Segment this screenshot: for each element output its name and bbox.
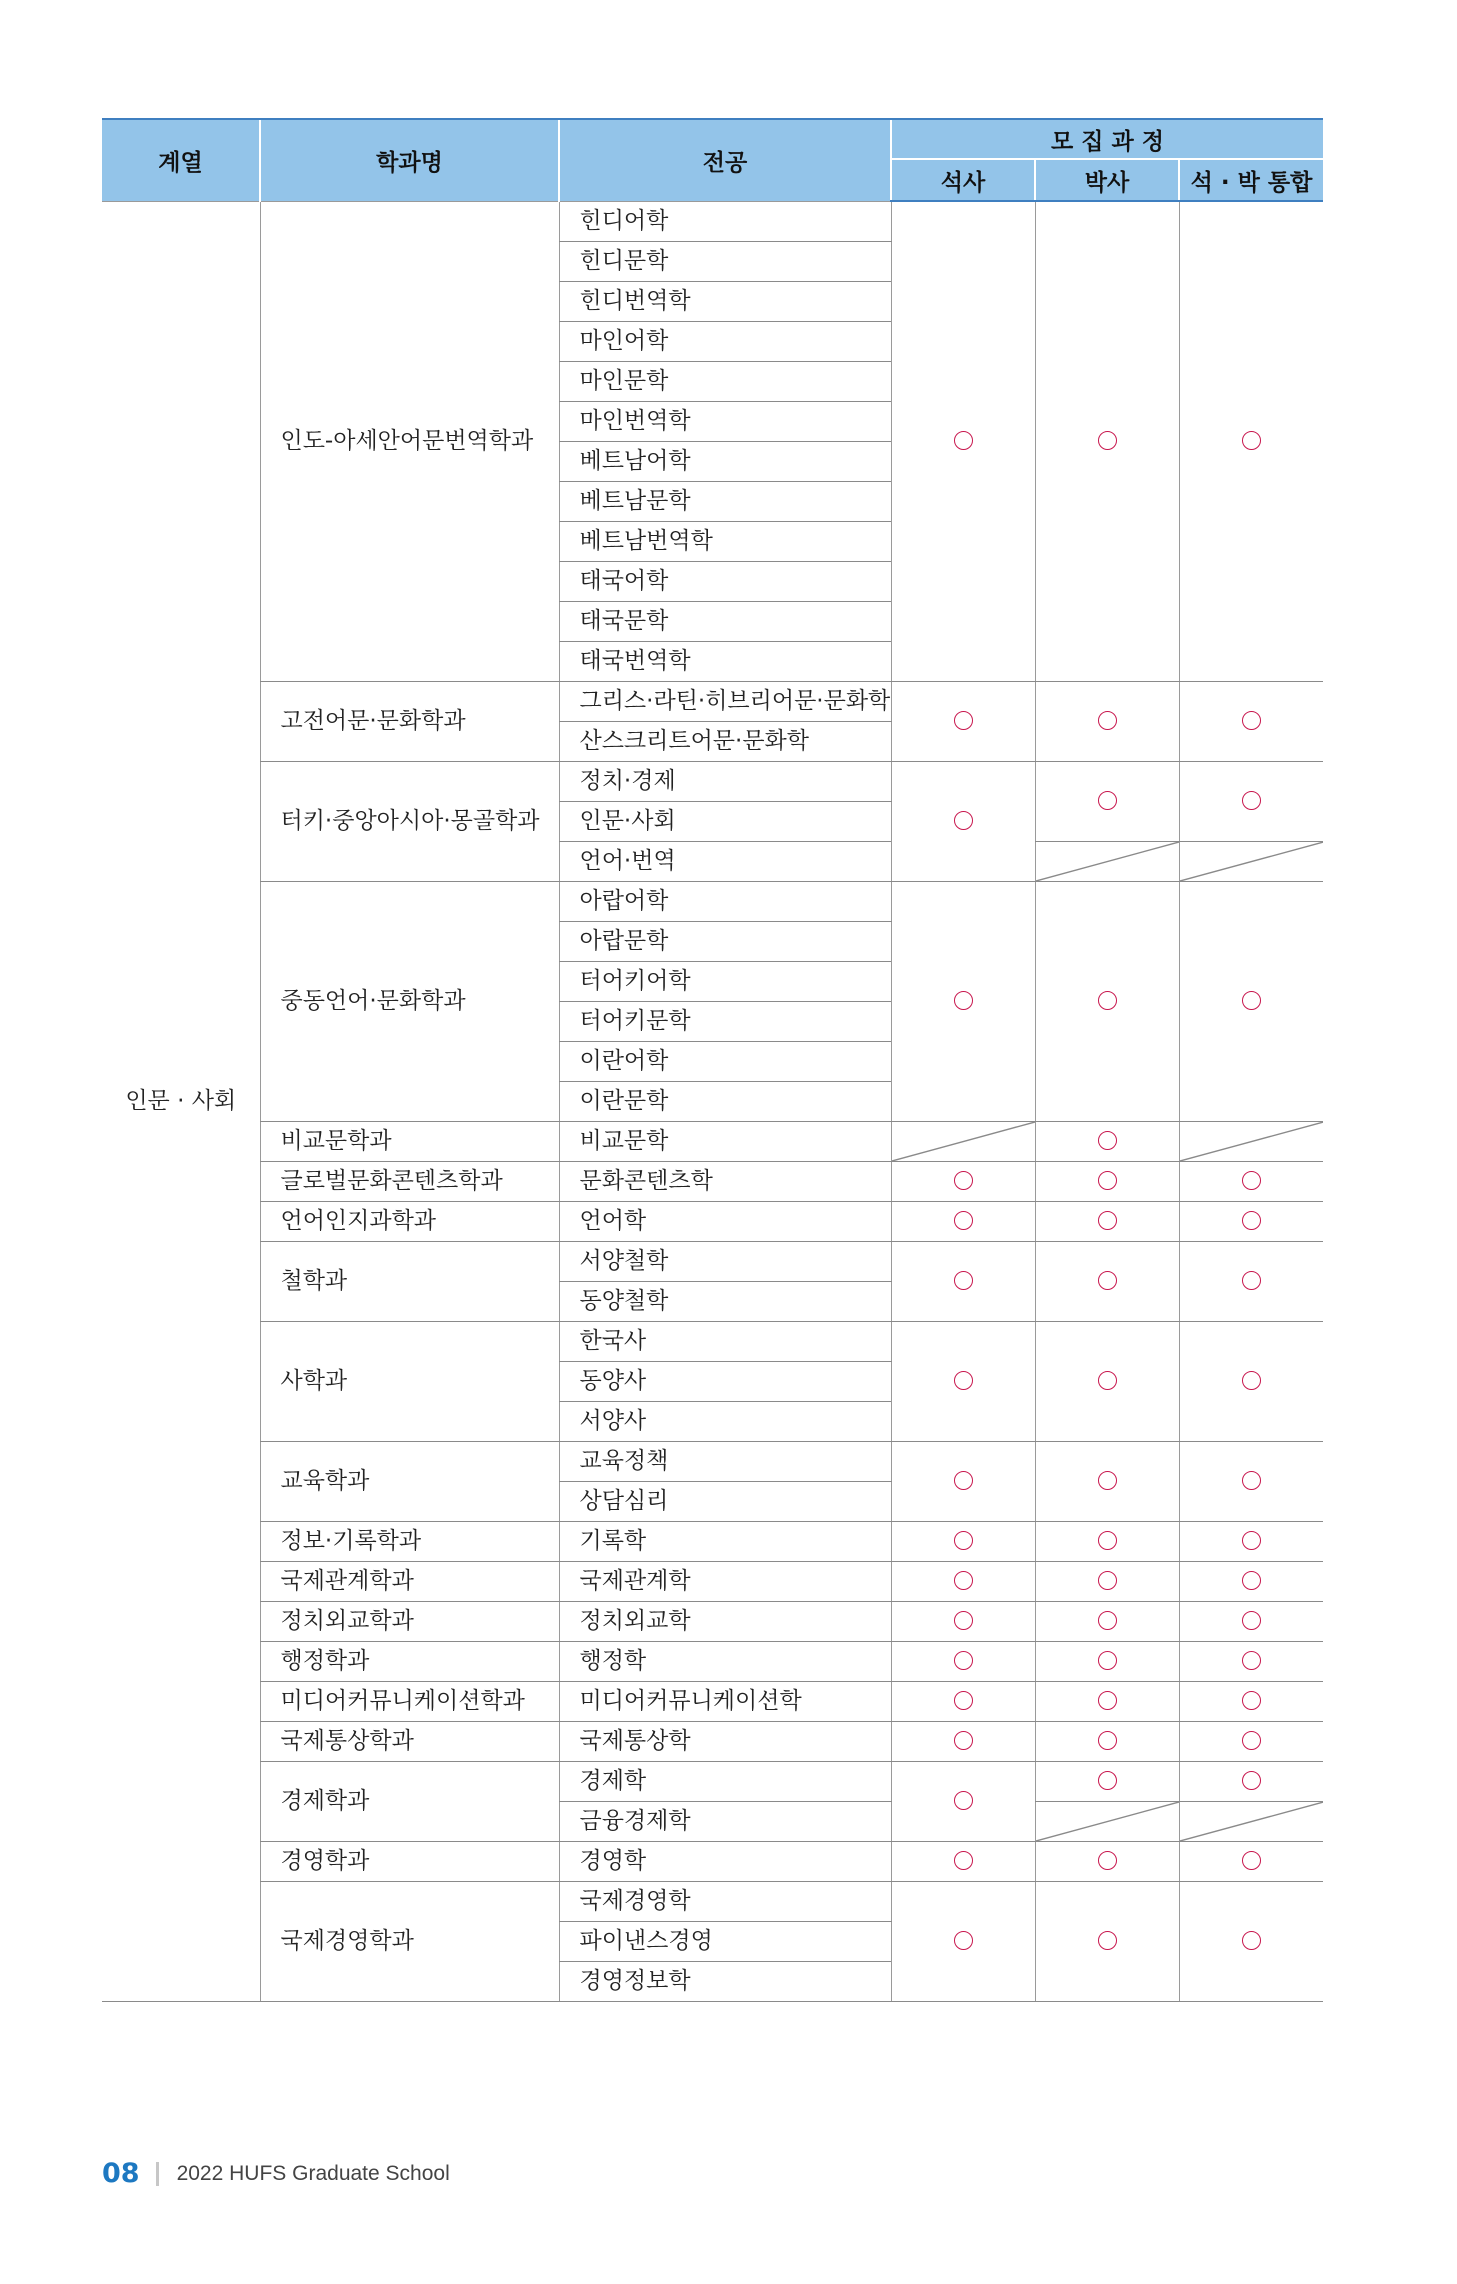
department-cell: 경영학과 bbox=[260, 1841, 559, 1881]
department-cell: 국제경영학과 bbox=[260, 1881, 559, 2001]
doctor-mark-cell bbox=[1035, 1881, 1179, 2001]
available-circle-mark bbox=[1098, 1471, 1117, 1490]
integrated-mark-cell bbox=[1179, 1801, 1323, 1841]
table-row bbox=[102, 1241, 1323, 1281]
available-circle-mark bbox=[1098, 1211, 1117, 1230]
integrated-mark-cell bbox=[1179, 681, 1323, 761]
available-circle-mark bbox=[954, 1271, 973, 1290]
department-cell: 국제관계학과 bbox=[260, 1561, 559, 1601]
major-cell: 인문·사회 bbox=[559, 801, 891, 841]
available-circle-mark bbox=[1098, 1691, 1117, 1710]
major-cell: 동양철학 bbox=[559, 1281, 891, 1321]
major-cell: 행정학 bbox=[559, 1641, 891, 1681]
department-cell: 미디어커뮤니케이션학과 bbox=[260, 1681, 559, 1721]
available-circle-mark bbox=[1098, 791, 1117, 810]
doctor-mark-cell bbox=[1035, 201, 1179, 681]
footer-divider bbox=[156, 2162, 159, 2186]
department-cell: 사학과 bbox=[260, 1321, 559, 1441]
major-cell: 아랍어학 bbox=[559, 881, 891, 921]
major-cell: 언어학 bbox=[559, 1201, 891, 1241]
doctor-mark-cell bbox=[1035, 1601, 1179, 1641]
major-cell: 국제통상학 bbox=[559, 1721, 891, 1761]
table-row bbox=[102, 201, 1323, 241]
table-row bbox=[102, 1321, 1323, 1361]
doctor-mark-cell bbox=[1035, 1201, 1179, 1241]
available-circle-mark bbox=[1242, 1851, 1261, 1870]
integrated-mark-cell bbox=[1179, 761, 1323, 841]
not-available-slash bbox=[892, 1122, 1035, 1161]
available-circle-mark bbox=[1242, 1211, 1261, 1230]
not-available-slash bbox=[1180, 1802, 1324, 1841]
department-cell: 비교문학과 bbox=[260, 1121, 559, 1161]
available-circle-mark bbox=[1098, 1611, 1117, 1630]
doctor-mark-cell bbox=[1035, 1241, 1179, 1321]
major-cell: 터어키어학 bbox=[559, 961, 891, 1001]
available-circle-mark bbox=[1242, 431, 1261, 450]
major-cell: 태국번역학 bbox=[559, 641, 891, 681]
major-cell: 언어·번역 bbox=[559, 841, 891, 881]
table-row bbox=[102, 1161, 1323, 1201]
major-cell: 마인번역학 bbox=[559, 401, 891, 441]
program-table bbox=[102, 118, 1323, 2002]
not-available-slash bbox=[1036, 1802, 1179, 1841]
table-row bbox=[102, 1121, 1323, 1161]
available-circle-mark bbox=[1242, 1691, 1261, 1710]
available-circle-mark bbox=[954, 1531, 973, 1550]
available-circle-mark bbox=[954, 1471, 973, 1490]
available-circle-mark bbox=[1242, 1771, 1261, 1790]
department-cell: 철학과 bbox=[260, 1241, 559, 1321]
available-circle-mark bbox=[1098, 1371, 1117, 1390]
department-cell: 고전어문·문화학과 bbox=[260, 681, 559, 761]
table-row bbox=[102, 681, 1323, 721]
department-cell: 글로벌문화콘텐츠학과 bbox=[260, 1161, 559, 1201]
major-cell: 서양철학 bbox=[559, 1241, 891, 1281]
header-department: 학과명 bbox=[260, 119, 559, 201]
available-circle-mark bbox=[954, 1611, 973, 1630]
available-circle-mark bbox=[1098, 431, 1117, 450]
available-circle-mark bbox=[1242, 1931, 1261, 1950]
available-circle-mark bbox=[954, 1651, 973, 1670]
major-cell: 태국문학 bbox=[559, 601, 891, 641]
master-mark-cell bbox=[891, 1681, 1035, 1721]
doctor-mark-cell bbox=[1035, 1841, 1179, 1881]
department-cell: 인도-아세안어문번역학과 bbox=[260, 201, 559, 681]
master-mark-cell bbox=[891, 681, 1035, 761]
integrated-mark-cell bbox=[1179, 1241, 1323, 1321]
available-circle-mark bbox=[1098, 1651, 1117, 1670]
major-cell: 경영정보학 bbox=[559, 1961, 891, 2001]
integrated-mark-cell bbox=[1179, 841, 1323, 881]
available-circle-mark bbox=[954, 431, 973, 450]
department-cell: 행정학과 bbox=[260, 1641, 559, 1681]
table-row bbox=[102, 1881, 1323, 1921]
doctor-mark-cell bbox=[1035, 841, 1179, 881]
header-programs: 모 집 과 정 bbox=[891, 119, 1323, 159]
available-circle-mark bbox=[1242, 1471, 1261, 1490]
master-mark-cell bbox=[891, 1761, 1035, 1841]
available-circle-mark bbox=[1242, 1651, 1261, 1670]
major-cell: 미디어커뮤니케이션학 bbox=[559, 1681, 891, 1721]
major-cell: 교육정책 bbox=[559, 1441, 891, 1481]
integrated-mark-cell bbox=[1179, 1121, 1323, 1161]
department-cell: 정보·기록학과 bbox=[260, 1521, 559, 1561]
table-row bbox=[102, 1441, 1323, 1481]
master-mark-cell bbox=[891, 1881, 1035, 2001]
table-row bbox=[102, 1681, 1323, 1721]
major-cell: 경영학 bbox=[559, 1841, 891, 1881]
available-circle-mark bbox=[954, 1571, 973, 1590]
not-available-slash bbox=[1036, 842, 1179, 881]
major-cell: 한국사 bbox=[559, 1321, 891, 1361]
integrated-mark-cell bbox=[1179, 1681, 1323, 1721]
integrated-mark-cell bbox=[1179, 1441, 1323, 1521]
available-circle-mark bbox=[1242, 711, 1261, 730]
available-circle-mark bbox=[954, 1731, 973, 1750]
available-circle-mark bbox=[954, 1791, 973, 1810]
available-circle-mark bbox=[1242, 1731, 1261, 1750]
major-cell: 베트남문학 bbox=[559, 481, 891, 521]
header-category: 계열 bbox=[102, 119, 260, 201]
header-integrated: 석 · 박 통합 bbox=[1179, 159, 1323, 201]
doctor-mark-cell bbox=[1035, 1801, 1179, 1841]
major-cell: 태국어학 bbox=[559, 561, 891, 601]
doctor-mark-cell bbox=[1035, 1161, 1179, 1201]
doctor-mark-cell bbox=[1035, 1681, 1179, 1721]
major-cell: 이란어학 bbox=[559, 1041, 891, 1081]
available-circle-mark bbox=[954, 1691, 973, 1710]
major-cell: 국제경영학 bbox=[559, 1881, 891, 1921]
available-circle-mark bbox=[1098, 1531, 1117, 1550]
available-circle-mark bbox=[1242, 1271, 1261, 1290]
available-circle-mark bbox=[954, 811, 973, 830]
major-cell: 서양사 bbox=[559, 1401, 891, 1441]
category-cell: 인문 · 사회 bbox=[102, 201, 260, 2001]
integrated-mark-cell bbox=[1179, 1881, 1323, 2001]
master-mark-cell bbox=[891, 1841, 1035, 1881]
page-number: 08 bbox=[102, 2158, 140, 2189]
department-cell: 교육학과 bbox=[260, 1441, 559, 1521]
table-row bbox=[102, 1561, 1323, 1601]
department-cell: 언어인지과학과 bbox=[260, 1201, 559, 1241]
master-mark-cell bbox=[891, 761, 1035, 881]
department-cell: 중동언어·문화학과 bbox=[260, 881, 559, 1121]
master-mark-cell bbox=[891, 881, 1035, 1121]
footer-title: 2022 HUFS Graduate School bbox=[176, 2161, 450, 2185]
integrated-mark-cell bbox=[1179, 1321, 1323, 1441]
master-mark-cell bbox=[891, 201, 1035, 681]
available-circle-mark bbox=[954, 991, 973, 1010]
page-footer bbox=[102, 2158, 450, 2189]
table-row bbox=[102, 1641, 1323, 1681]
doctor-mark-cell bbox=[1035, 881, 1179, 1121]
not-available-slash bbox=[1180, 1122, 1324, 1161]
available-circle-mark bbox=[954, 1171, 973, 1190]
available-circle-mark bbox=[1242, 1531, 1261, 1550]
available-circle-mark bbox=[1098, 1271, 1117, 1290]
major-cell: 힌디문학 bbox=[559, 241, 891, 281]
major-cell: 마인문학 bbox=[559, 361, 891, 401]
master-mark-cell bbox=[891, 1641, 1035, 1681]
doctor-mark-cell bbox=[1035, 1761, 1179, 1801]
doctor-mark-cell bbox=[1035, 1721, 1179, 1761]
major-cell: 정치외교학 bbox=[559, 1601, 891, 1641]
integrated-mark-cell bbox=[1179, 1201, 1323, 1241]
major-cell: 정치·경제 bbox=[559, 761, 891, 801]
table-row bbox=[102, 1601, 1323, 1641]
major-cell: 그리스·라틴·히브리어문·문화학 bbox=[559, 681, 891, 721]
header-major: 전공 bbox=[559, 119, 891, 201]
integrated-mark-cell bbox=[1179, 1841, 1323, 1881]
doctor-mark-cell bbox=[1035, 761, 1179, 841]
integrated-mark-cell bbox=[1179, 1161, 1323, 1201]
available-circle-mark bbox=[1242, 1171, 1261, 1190]
major-cell: 기록학 bbox=[559, 1521, 891, 1561]
master-mark-cell bbox=[891, 1241, 1035, 1321]
table-row bbox=[102, 1721, 1323, 1761]
major-cell: 문화콘텐츠학 bbox=[559, 1161, 891, 1201]
major-cell: 이란문학 bbox=[559, 1081, 891, 1121]
available-circle-mark bbox=[1098, 1571, 1117, 1590]
available-circle-mark bbox=[1098, 1931, 1117, 1950]
master-mark-cell bbox=[891, 1161, 1035, 1201]
table-row bbox=[102, 761, 1323, 801]
header-master: 석사 bbox=[891, 159, 1035, 201]
integrated-mark-cell bbox=[1179, 1561, 1323, 1601]
integrated-mark-cell bbox=[1179, 1641, 1323, 1681]
master-mark-cell bbox=[891, 1441, 1035, 1521]
major-cell: 비교문학 bbox=[559, 1121, 891, 1161]
table-row bbox=[102, 1521, 1323, 1561]
doctor-mark-cell bbox=[1035, 681, 1179, 761]
available-circle-mark bbox=[1098, 1771, 1117, 1790]
department-cell: 터키·중앙아시아·몽골학과 bbox=[260, 761, 559, 881]
table-row bbox=[102, 1761, 1323, 1801]
major-cell: 금융경제학 bbox=[559, 1801, 891, 1841]
available-circle-mark bbox=[1242, 1611, 1261, 1630]
available-circle-mark bbox=[954, 711, 973, 730]
integrated-mark-cell bbox=[1179, 1761, 1323, 1801]
doctor-mark-cell bbox=[1035, 1321, 1179, 1441]
available-circle-mark bbox=[1098, 711, 1117, 730]
doctor-mark-cell bbox=[1035, 1441, 1179, 1521]
available-circle-mark bbox=[1098, 1131, 1117, 1150]
doctor-mark-cell bbox=[1035, 1521, 1179, 1561]
major-cell: 동양사 bbox=[559, 1361, 891, 1401]
integrated-mark-cell bbox=[1179, 1721, 1323, 1761]
available-circle-mark bbox=[1242, 791, 1261, 810]
doctor-mark-cell bbox=[1035, 1121, 1179, 1161]
master-mark-cell bbox=[891, 1521, 1035, 1561]
master-mark-cell bbox=[891, 1121, 1035, 1161]
major-cell: 산스크리트어문·문화학 bbox=[559, 721, 891, 761]
department-cell: 경제학과 bbox=[260, 1761, 559, 1841]
master-mark-cell bbox=[891, 1201, 1035, 1241]
doctor-mark-cell bbox=[1035, 1641, 1179, 1681]
table-row bbox=[102, 881, 1323, 921]
header-doctor: 박사 bbox=[1035, 159, 1179, 201]
available-circle-mark bbox=[1098, 1731, 1117, 1750]
major-cell: 베트남번역학 bbox=[559, 521, 891, 561]
major-cell: 베트남어학 bbox=[559, 441, 891, 481]
master-mark-cell bbox=[891, 1601, 1035, 1641]
master-mark-cell bbox=[891, 1561, 1035, 1601]
department-cell: 정치외교학과 bbox=[260, 1601, 559, 1641]
major-cell: 국제관계학 bbox=[559, 1561, 891, 1601]
available-circle-mark bbox=[954, 1211, 973, 1230]
available-circle-mark bbox=[954, 1931, 973, 1950]
master-mark-cell bbox=[891, 1321, 1035, 1441]
major-cell: 터어키문학 bbox=[559, 1001, 891, 1041]
integrated-mark-cell bbox=[1179, 201, 1323, 681]
integrated-mark-cell bbox=[1179, 1601, 1323, 1641]
major-cell: 파이낸스경영 bbox=[559, 1921, 891, 1961]
department-cell: 국제통상학과 bbox=[260, 1721, 559, 1761]
available-circle-mark bbox=[954, 1851, 973, 1870]
integrated-mark-cell bbox=[1179, 881, 1323, 1121]
doctor-mark-cell bbox=[1035, 1561, 1179, 1601]
available-circle-mark bbox=[1242, 1371, 1261, 1390]
table-row bbox=[102, 1841, 1323, 1881]
table-row bbox=[102, 1201, 1323, 1241]
integrated-mark-cell bbox=[1179, 1521, 1323, 1561]
available-circle-mark bbox=[1098, 1851, 1117, 1870]
major-cell: 상담심리 bbox=[559, 1481, 891, 1521]
major-cell: 경제학 bbox=[559, 1761, 891, 1801]
major-cell: 아랍문학 bbox=[559, 921, 891, 961]
available-circle-mark bbox=[954, 1371, 973, 1390]
master-mark-cell bbox=[891, 1721, 1035, 1761]
not-available-slash bbox=[1180, 842, 1324, 881]
major-cell: 마인어학 bbox=[559, 321, 891, 361]
major-cell: 힌디어학 bbox=[559, 201, 891, 241]
table-body bbox=[102, 201, 1323, 2001]
major-cell: 힌디번역학 bbox=[559, 281, 891, 321]
available-circle-mark bbox=[1098, 991, 1117, 1010]
available-circle-mark bbox=[1098, 1171, 1117, 1190]
available-circle-mark bbox=[1242, 1571, 1261, 1590]
available-circle-mark bbox=[1242, 991, 1261, 1010]
